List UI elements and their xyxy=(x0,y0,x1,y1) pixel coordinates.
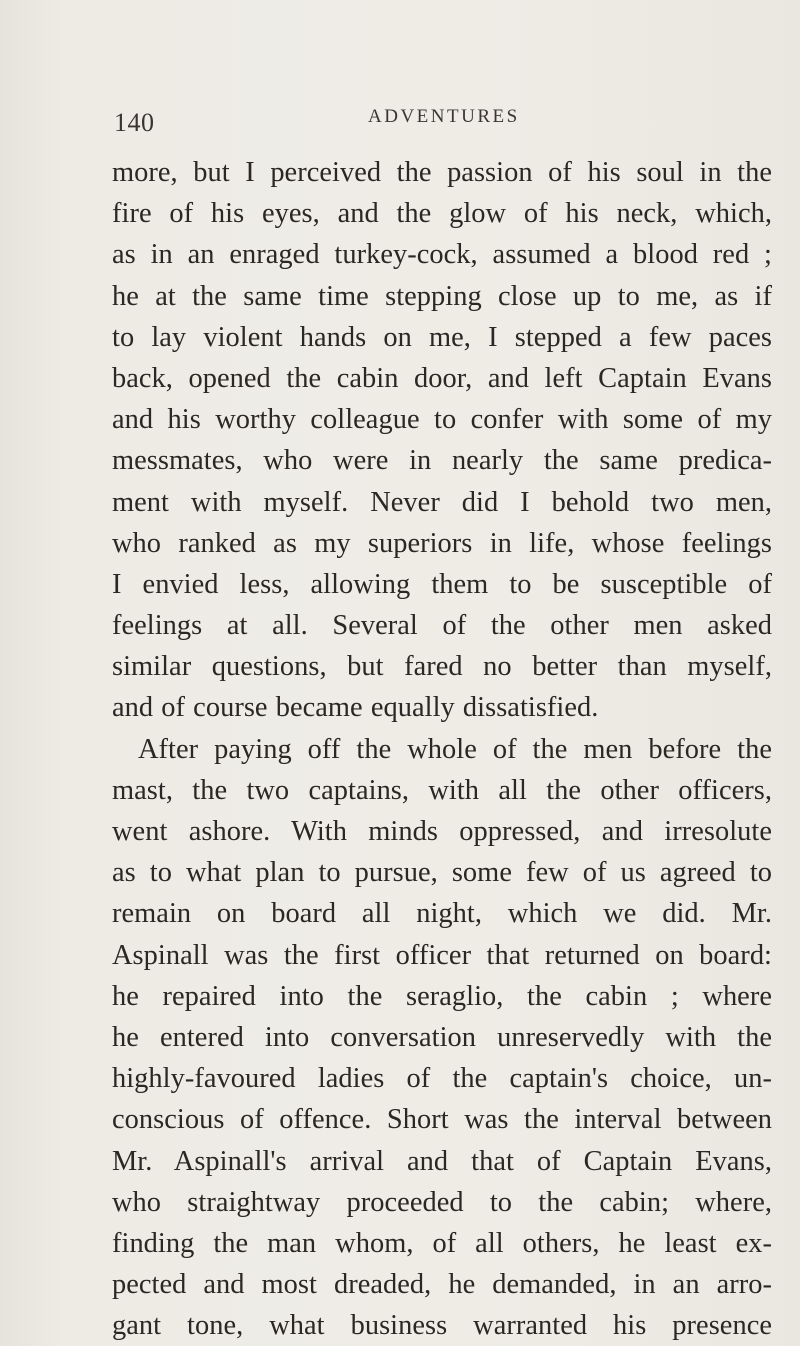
text-line: who ranked as my superiors in life, whose feelings xyxy=(112,527,772,559)
text-line: Mr. Aspinall's arrival and that of Captain Evans, xyxy=(112,1145,772,1177)
text-line: went ashore. With minds oppressed, and irresolute xyxy=(112,816,772,847)
text-line: he repaired into the seraglio, the cabin ; where xyxy=(112,980,772,1012)
text-line: highly-favoured ladies of the captain's choice, un- xyxy=(112,1063,772,1095)
text-line: remain on board all night, which we did. Mr. xyxy=(112,898,772,930)
text-line: back, opened the cabin door, and left Captain Evans xyxy=(112,362,772,394)
text-line: mast, the two captains, with all the other officers, xyxy=(112,774,772,806)
body-text xyxy=(112,152,772,1346)
text-line: messmates, who were in nearly the same predica- xyxy=(112,445,772,477)
text-line: pected and most dreaded, he demanded, in an arro- xyxy=(112,1269,772,1301)
page-header xyxy=(114,104,674,138)
page-number: 140 xyxy=(114,108,155,137)
running-head: ADVENTURES xyxy=(368,106,520,127)
text-line: feelings at all. Several of the other men asked xyxy=(112,610,772,642)
text-line: as to what plan to pursue, some few of us agreed to xyxy=(112,857,772,889)
text-line: finding the man whom, of all others, he least ex- xyxy=(112,1227,772,1259)
paragraph-first-line: After paying off the whole of the men before the xyxy=(138,733,772,765)
text-line: who straightway proceeded to the cabin; where, xyxy=(112,1186,772,1218)
text-line: I envied less, allowing them to be susceptible of xyxy=(112,568,772,600)
text-line: and of course became equally dissatisfied. xyxy=(112,692,599,724)
text-line: ment with myself. Never did I behold two men, xyxy=(112,486,772,518)
text-line: similar questions, but fared no better than myself, xyxy=(112,651,772,683)
text-line: Aspinall was the first officer that returned on board: xyxy=(112,939,772,971)
text-line: he at the same time stepping close up to me, as if xyxy=(112,280,772,312)
text-line: fire of his eyes, and the glow of his neck, which, xyxy=(112,198,772,230)
text-line: more, but I perceived the passion of his soul in the xyxy=(112,157,772,188)
text-line: conscious of offence. Short was the interval between xyxy=(112,1104,772,1136)
text-line: as in an enraged turkey-cock, assumed a blood red ; xyxy=(112,239,772,271)
text-line: gant tone, what business warranted his presence xyxy=(112,1310,772,1342)
text-line: he entered into conversation unreservedly with the xyxy=(112,1021,772,1053)
text-line: to lay violent hands on me, I stepped a few paces xyxy=(112,321,772,353)
text-line: and his worthy colleague to confer with some of my xyxy=(112,404,772,436)
